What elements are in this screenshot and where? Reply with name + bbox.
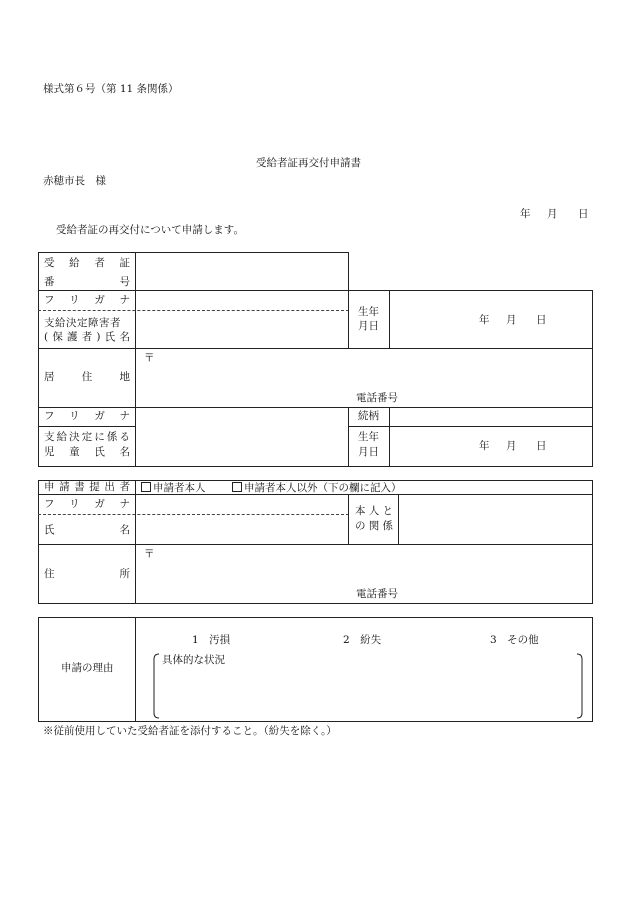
checkbox-other-label: 申請者本人以外（下の欄に記入）	[244, 482, 402, 494]
intro-text: 受給者証の再交付について申請します。	[56, 224, 244, 236]
child-birth-label-2: 月日	[358, 446, 379, 458]
child-name-field[interactable]	[137, 428, 347, 465]
submitter-relation-field[interactable]	[400, 496, 591, 543]
submitter-label: 申 請 書 提 出 者	[44, 481, 130, 493]
phone-label: 電話番号	[356, 392, 398, 404]
checkbox-self-box[interactable]	[141, 482, 151, 492]
submitter-phone-label: 電話番号	[356, 588, 398, 600]
checkbox-self[interactable]	[141, 482, 206, 494]
guardian-furigana-field[interactable]	[137, 292, 347, 309]
submitter-relation-label-2: の 関 係	[355, 520, 393, 532]
child-birth-label-1: 生年	[358, 431, 379, 443]
address-field[interactable]	[137, 350, 591, 406]
footnote: ※従前使用していた受給者証を添付すること。（紛失を除く。）	[43, 725, 337, 737]
child-furigana-label: フ リ ガ ナ	[44, 410, 130, 422]
reason-option-damage[interactable]: 1 汚損	[192, 634, 231, 646]
submitter-address-field[interactable]	[137, 546, 591, 603]
addressee: 赤穂市長 様	[43, 175, 106, 187]
submitter-furigana-field[interactable]	[137, 496, 347, 513]
guardian-name-label-2: ( 保 護 者 ) 氏 名	[44, 331, 130, 343]
child-name-label-2: 児 童 氏 名	[44, 446, 130, 458]
child-name-label-1: 支 給 決 定 に 係 る	[44, 431, 130, 443]
guardian-birth-label-2: 月日	[358, 320, 379, 332]
postal-mark: 〒	[144, 352, 155, 364]
cert-number-label-2: 番 号	[44, 276, 130, 288]
date-month: 月	[547, 208, 558, 220]
checkbox-other[interactable]	[232, 482, 402, 494]
reason-option-other[interactable]: 3 その他	[490, 634, 539, 646]
address-label: 居 住 地	[44, 371, 130, 383]
checkbox-other-box[interactable]	[232, 482, 242, 492]
relation-field[interactable]	[391, 409, 591, 426]
date-day: 日	[578, 208, 589, 220]
submitter-address-label: 住 所	[44, 568, 130, 580]
child-furigana-field[interactable]	[137, 409, 347, 426]
form-title: 受給者証再交付申請書	[256, 157, 361, 169]
reason-label: 申請の理由	[61, 662, 114, 674]
submitter-name-field[interactable]	[137, 516, 347, 543]
guardian-name-field[interactable]	[137, 312, 347, 347]
submitter-furigana-label: フ リ ガ ナ	[44, 498, 130, 510]
details-label: 具体的な状況	[162, 654, 225, 666]
child-birthdate-field[interactable]: 年 月 日	[479, 440, 547, 452]
guardian-furigana-label: フ リ ガ ナ	[44, 294, 130, 306]
date-year: 年	[520, 208, 531, 220]
submitter-relation-label-1: 本 人 と	[355, 505, 393, 517]
cert-number-label-1: 受 給 者 証	[44, 257, 130, 269]
submitter-postal-mark: 〒	[144, 548, 155, 560]
relation-label: 続柄	[358, 410, 379, 422]
guardian-birthdate-field[interactable]: 年 月 日	[479, 314, 547, 326]
reason-option-lost[interactable]: 2 紛失	[343, 634, 382, 646]
guardian-birth-label-1: 生年	[358, 306, 379, 318]
checkbox-self-label: 申請者本人	[153, 482, 206, 494]
submitter-name-label: 氏 名	[44, 524, 130, 536]
cert-number-field[interactable]	[137, 254, 347, 289]
guardian-name-label-1: 支給決定障害者	[44, 317, 121, 329]
details-field[interactable]	[160, 670, 578, 716]
form-number: 様式第６号（第 11 条関係）	[43, 83, 179, 95]
